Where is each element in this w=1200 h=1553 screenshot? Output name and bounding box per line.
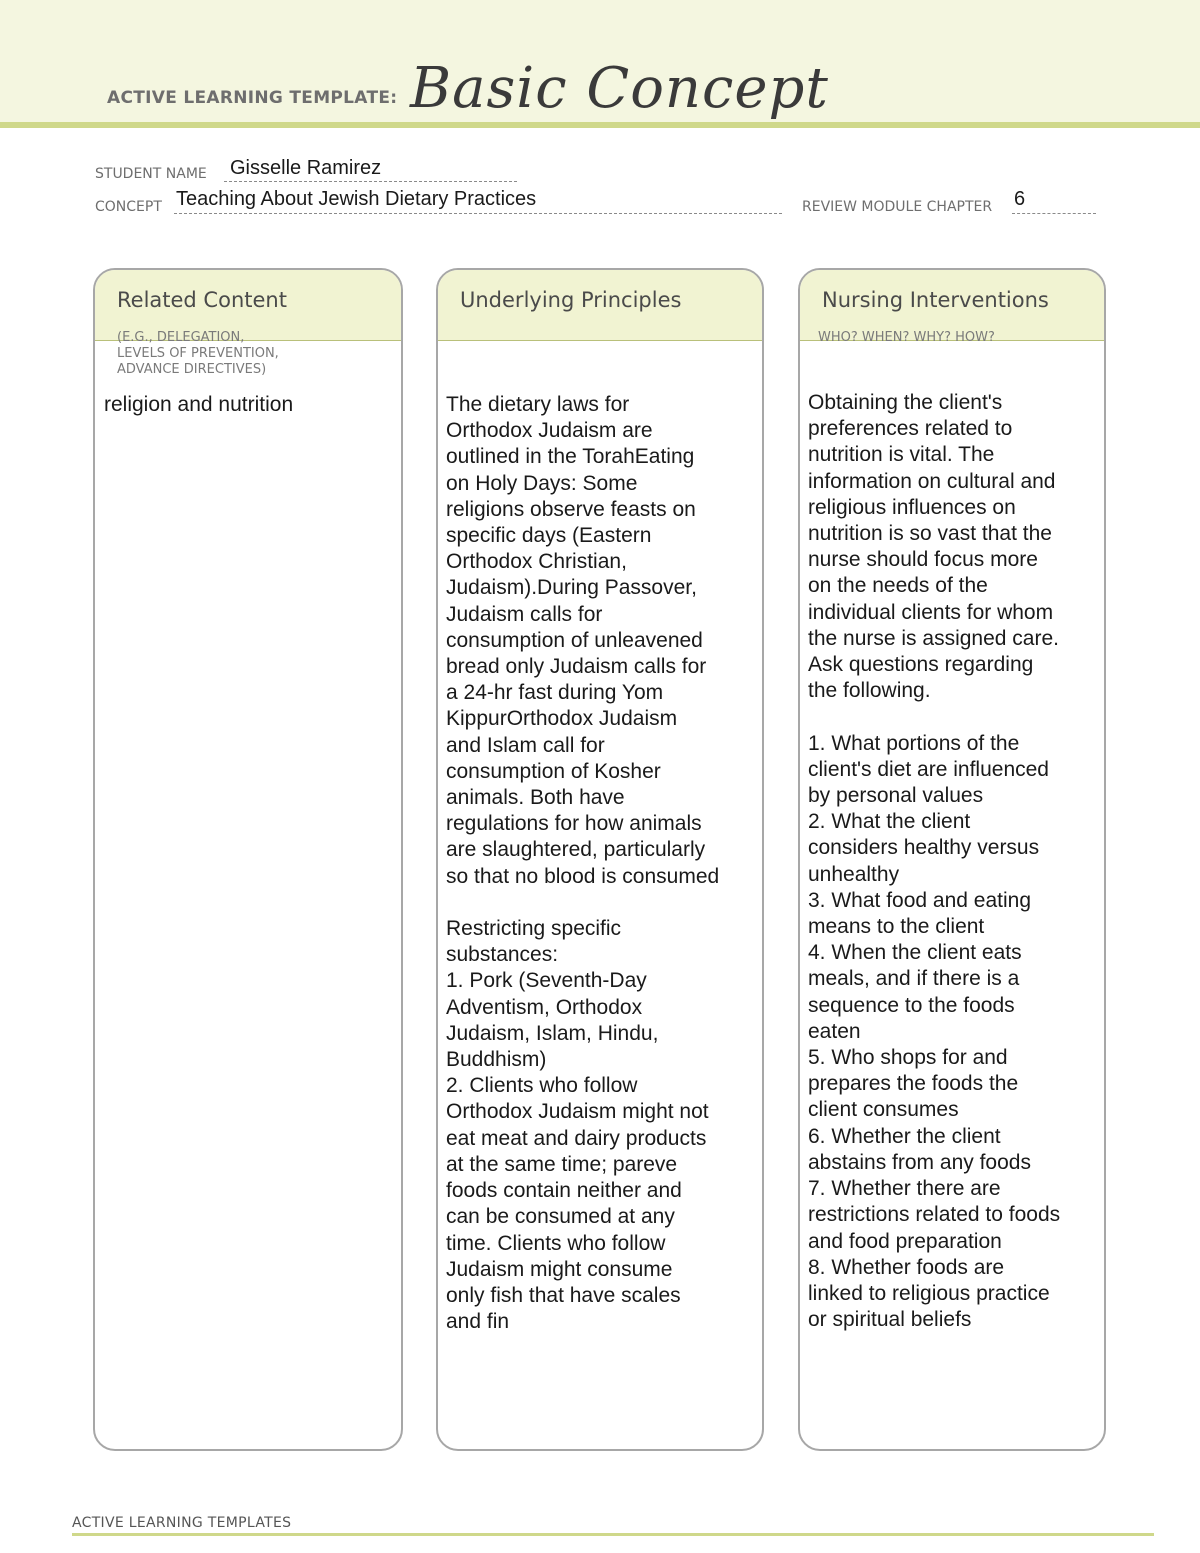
related-content-title: Related Content: [95, 270, 401, 341]
footer-label: ACTIVE LEARNING TEMPLATES: [72, 1515, 292, 1531]
student-name-value[interactable]: Gisselle Ramirez: [230, 157, 382, 179]
student-name-line: [224, 181, 517, 182]
nursing-interventions-subtitle: WHO? WHEN? WHY? HOW?: [818, 330, 995, 345]
nursing-interventions-body[interactable]: Obtaining the client's preferences related to nutrition is vital. The information on cultural and religious influences on nutrition is so vast that the nurse should focus more on the needs of the individual clients for whom the nurse is assigned care. Ask questions regarding the following. 1. What portions of the client's diet are influenced by personal values 2. What the client considers healthy versus unhealthy 3. What food and eating means to the client 4. When the client eats meals, and if there is a sequence to the foods eaten 5. Who shops for and prepares the foods the client consumes 6. Whether the client abstains from any foods 7. Whether there are restrictions related to foods and food preparation 8. Whether foods are linked to religious practice or spiritual beliefs: [808, 391, 1061, 1332]
review-module-line: [1012, 213, 1096, 214]
related-content-subtitle: (E.G., DELEGATION, LEVELS OF PREVENTION, ADVANCE DIRECTIVES): [117, 330, 279, 377]
concept-line: [174, 213, 782, 214]
review-module-value[interactable]: 6: [1014, 188, 1026, 210]
review-module-label: REVIEW MODULE CHAPTER: [802, 199, 993, 215]
underlying-principles-panel: [436, 268, 764, 1451]
nursing-interventions-title: Nursing Interventions: [800, 270, 1104, 341]
concept-value[interactable]: Teaching About Jewish Dietary Practices: [176, 188, 537, 210]
related-content-body[interactable]: religion and nutrition: [104, 393, 294, 416]
concept-label: CONCEPT: [95, 199, 162, 215]
underlying-principles-body[interactable]: The dietary laws for Orthodox Judaism are outlined in the TorahEating on Holy Days: Some religions observe feasts on specific days (Eastern Orthodox Christian, Judaism).During Passover, Judaism calls for consumption of unleavened bread only Judaism calls for a 24-hr fast during Yom KippurOrthodox Judaism and Islam call for consumption of Kosher animals. Both have regulations for how animals are slaughtered, particularly so that no blood is consumed Restricting specific substances: 1. Pork (Seventh-Day Adventism, Orthodox Judaism, Islam, Hindu, Buddhism) 2. Clients who follow Orthodox Judaism might not eat meat and dairy products at the same time; pareve foods contain neither and can be consumed at any time. Clients who follow Judaism might consume only fish that have scales and fin: [446, 393, 720, 1334]
underlying-principles-title: Underlying Principles: [438, 270, 762, 341]
student-name-label: STUDENT NAME: [95, 166, 207, 182]
template-title: Basic Concept: [410, 56, 829, 121]
template-label: ACTIVE LEARNING TEMPLATE:: [107, 88, 398, 108]
related-content-panel: [93, 268, 403, 1451]
footer-rule: [72, 1533, 1154, 1536]
nursing-interventions-panel: [798, 268, 1106, 1451]
header-rule: [0, 122, 1200, 128]
